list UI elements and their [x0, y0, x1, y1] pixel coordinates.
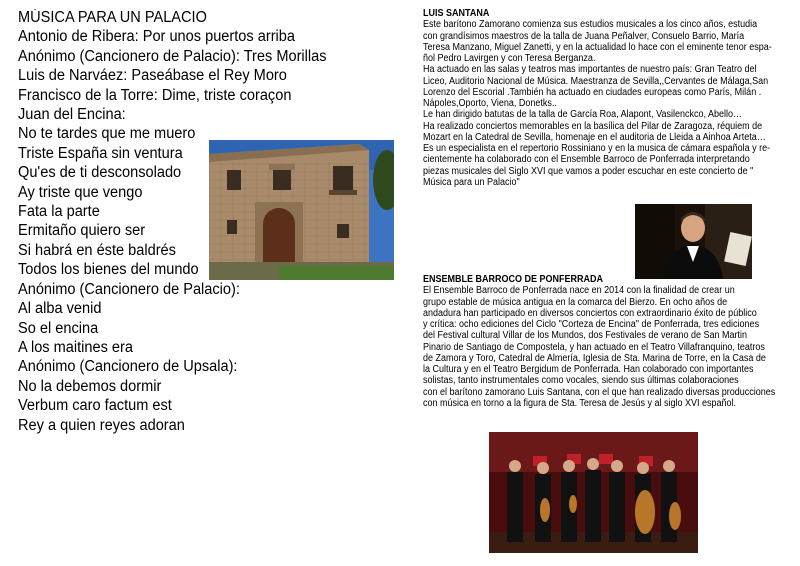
- bio-line: Le han dirigido batutas de la talla de García Roa, Alapont, Vasilenckco, Abello…: [423, 109, 743, 121]
- program-line: Al alba venid: [18, 300, 102, 318]
- bio-line: de Zamora y Toro, Catedral de Almería, Iglesia de Sta. Marina de Torre, en la Casa de: [423, 352, 766, 364]
- ensemble-photo: [489, 432, 698, 553]
- program-line: Si habrá en éste baldrés: [18, 241, 176, 259]
- program-line: Verbum caro factum est: [18, 397, 172, 415]
- program-line: So el encina: [18, 319, 99, 337]
- bio-line: con grandísimos maestros de la talla de Juana Peñalver, Consuelo Barrio, María: [423, 30, 745, 42]
- program-line: Todos los bienes del mundo: [18, 261, 199, 279]
- program-line: Triste España sin ventura: [18, 144, 183, 162]
- bio-line: Este barítono Zamorano comienza sus estudios musicales a los cinco años, estudia: [423, 19, 758, 31]
- program-line: Qu'es de ti desconsolado: [18, 164, 182, 182]
- bio-line: Mozart en la Catedral de Sevilla, homenaje en el auditoria de Lleida a Ainhoa Arteta…: [423, 131, 766, 143]
- program-line: Ermitaño quiero ser: [18, 222, 146, 240]
- program-line: Fata la parte: [18, 203, 100, 221]
- bio-heading: LUIS SANTANA: [423, 8, 490, 19]
- program-line: Antonio de Ribera: Por unos puertos arriba: [18, 28, 296, 46]
- luis-santana-bio: [423, 8, 772, 188]
- ensemble-bio: [423, 274, 776, 409]
- bio-line: piezas musicales del Siglo XVI que vamos a poder escuchar en este concierto de ": [423, 165, 754, 177]
- bio-line: Nápoles,Oporto, Viena, Donetks..: [423, 98, 557, 109]
- bio-line: Liceo, Auditorio Nacional de Música. Maestranza de Sevilla,,Cervantes de Málaga,San: [423, 75, 769, 87]
- program-line: A los maitines era: [18, 338, 134, 356]
- bio-line: Lorenzo del Escorial .También ha actuado en ciudades europeas como París, Milán .: [423, 86, 762, 98]
- program-line: Anónimo (Cancionero de Upsala):: [18, 358, 238, 376]
- bio-line: Ha actuado en las salas y teatros mas importantes de nuestro país: Gran Teatro del: [423, 64, 757, 76]
- bio-line: grupo estable de música antigua en la comarca del Bierzo. En ocho años de: [423, 296, 728, 308]
- bio-line: Pinario de Santiago de Compostela, y han actuado en el Teatro Villafranquino, teatros: [423, 341, 765, 353]
- program-line: Francisco de la Torre: Dime, triste coraçon: [18, 86, 292, 104]
- bio-line: del Festival cultural Villar de los Mundos, dos Festivales de verano de San Martin: [423, 330, 747, 342]
- bio-line: Ha realizado conciertos memorables en la basílica del Pilar de Zaragoza, réquiem de: [423, 120, 763, 132]
- program-line: No te tardes que me muero: [18, 125, 196, 143]
- program-line: Luis de Narváez: Paseábase el Rey Moro: [18, 67, 287, 85]
- bio-line: ñol Pedro Lavirgen y con Teresa Berganza.: [423, 53, 596, 64]
- bio-line: con el barítono zamorano Luis Santana, con el que han realizado diversas producciones: [423, 386, 776, 398]
- program-line: Juan del Encina:: [18, 106, 126, 124]
- bio-line: Teresa Manzano, Miguel Zanetti, y en la actualidad lo hace con el eminente tenor espa-: [423, 41, 772, 53]
- program-line: Anónimo (Cancionero de Palacio):: [18, 280, 240, 298]
- bio-line: El Ensemble Barroco de Ponferrada nace en 2014 con la finalidad de crear un: [423, 285, 735, 297]
- palace-photo: [209, 140, 394, 280]
- program-line: Rey a quien reyes adoran: [18, 416, 185, 434]
- bio-line: con música en torno a la figura de Sta. Teresa de Jesús y al siglo XVI español.: [423, 397, 737, 409]
- program-line: No la debemos dormir: [18, 377, 162, 395]
- bio-line: la Cultura y en el Teatro Bergidum de Ponferrada. Han colaborado con importantes: [423, 364, 754, 375]
- singer-photo: [635, 204, 752, 279]
- bio-line: y crítica: ocho ediciones del Ciclo "Corteza de Encina" de Ponferrada, tres ediciones: [423, 319, 760, 330]
- bio-line: Es un especialista en el repertorio Rossiniano y en la musica de cámara española y re-: [423, 143, 771, 154]
- program-line: Ay triste que vengo: [18, 183, 143, 201]
- bio-heading: ENSEMBLE BARROCO DE PONFERRADA: [423, 274, 604, 285]
- program-line: Anónimo (Cancionero de Palacio): Tres Morillas: [18, 47, 327, 65]
- bio-line: solistas, tanto instrumentales como vocales, siendo sus últimas colaboraciones: [423, 375, 739, 387]
- bio-line: andadura han participado en diversos conciertos con extraordinario éxito de público: [423, 307, 757, 319]
- bio-line: cientemente ha colaborado con el Ensemble Barroco de Ponferrada interpretando: [423, 154, 750, 166]
- bio-line: Música para un Palacio": [423, 176, 520, 188]
- program-title: MÚSICA PARA UN PALACIO: [18, 9, 207, 26]
